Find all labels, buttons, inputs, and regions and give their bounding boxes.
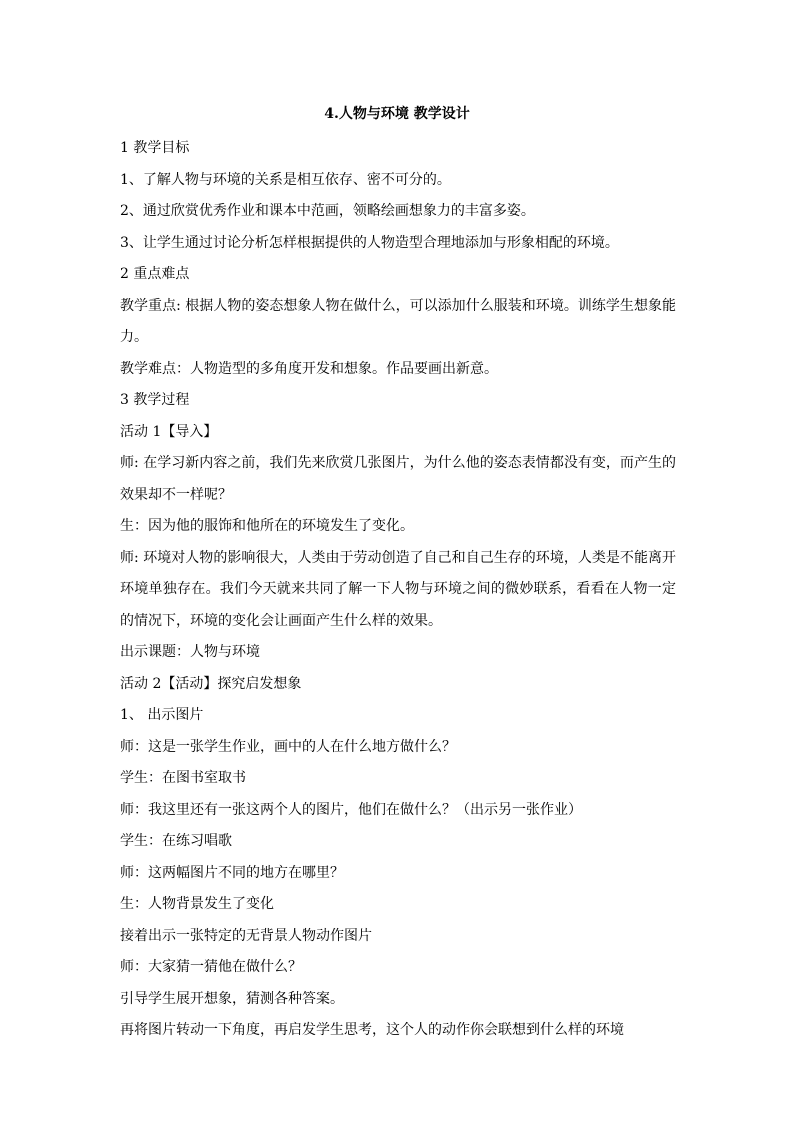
narrative-line: 再将图片转动一下角度，再启发学生思考，这个人的动作你会联想到什么样的环境 [120,1022,624,1038]
narrative-line: 接着出示一张特定的无背景人物动作图片 [120,927,372,944]
lesson-topic-line: 出示课题：人物与环境 [120,644,260,660]
section-heading-key-points: 2 重点难点 [120,266,190,282]
activity-1-heading: 活动 1【导入】 [120,423,218,440]
document-title: 4.人物与环境 教学设计 [324,106,470,122]
dialogue-line: 学生：在图书室取书 [120,770,246,786]
dialogue-line: 学生：在练习唱歌 [120,833,232,849]
dialogue-line: 师: 在学习新内容之前，我们先来欣赏几张图片，为什么他的姿态表情都没有变，而产生的效果却不一样呢？ [120,455,676,503]
dialogue-line: 生：因为他的服饰和他所在的环境发生了变化。 [120,518,414,534]
document-body [120,133,676,1047]
difficult-point: 教学难点：人物造型的多角度开发和想象。作品要画出新意。 [120,360,498,377]
narrative-line: 引导学生展开想象，猜测各种答案。 [120,990,344,1007]
section-heading-process: 3 教学过程 [120,392,190,408]
section-heading-objectives: 1 教学目标 [120,140,190,156]
objective-3: 3、让学生通过讨论分析怎样根据提供的人物造型合理地添加与形象相配的环境。 [120,234,619,251]
activity-2-heading: 活动 2【活动】探究启发想象 [120,675,302,692]
dialogue-line: 师：我这里还有一张这两个人的图片，他们在做什么？（出示另一张作业） [120,801,582,818]
dialogue-line: 师：这两幅图片不同的地方在哪里？ [120,864,344,881]
dialogue-line: 师: 环境对人物的影响很大，人类由于劳动创造了自己和自己生存的环境，人类是不能离开环境单独存在。我们今天就来共同了解一下人物与环境之间的微妙联系，看看在人物一定的情况下，环境的变化会让画面产生什么样的效果。 [120,549,676,629]
dialogue-line: 师：这是一张学生作业，画中的人在什么地方做什么？ [120,738,456,755]
key-point: 教学重点: 根据人物的姿态想象人物在做什么，可以添加什么服装和环境。训练学生想象能力。 [120,297,676,345]
objective-2: 2、通过欣赏优秀作业和课本中范画，领略绘画想象力的丰富多姿。 [120,203,535,219]
dialogue-line: 生：人物背景发生了变化 [120,896,274,912]
dialogue-line: 师：大家猜一猜他在做什么？ [120,959,302,975]
step-1-line: 1、 出示图片 [120,707,204,723]
objective-1: 1、了解人物与环境的关系是相互依存、密不可分的。 [120,171,451,188]
